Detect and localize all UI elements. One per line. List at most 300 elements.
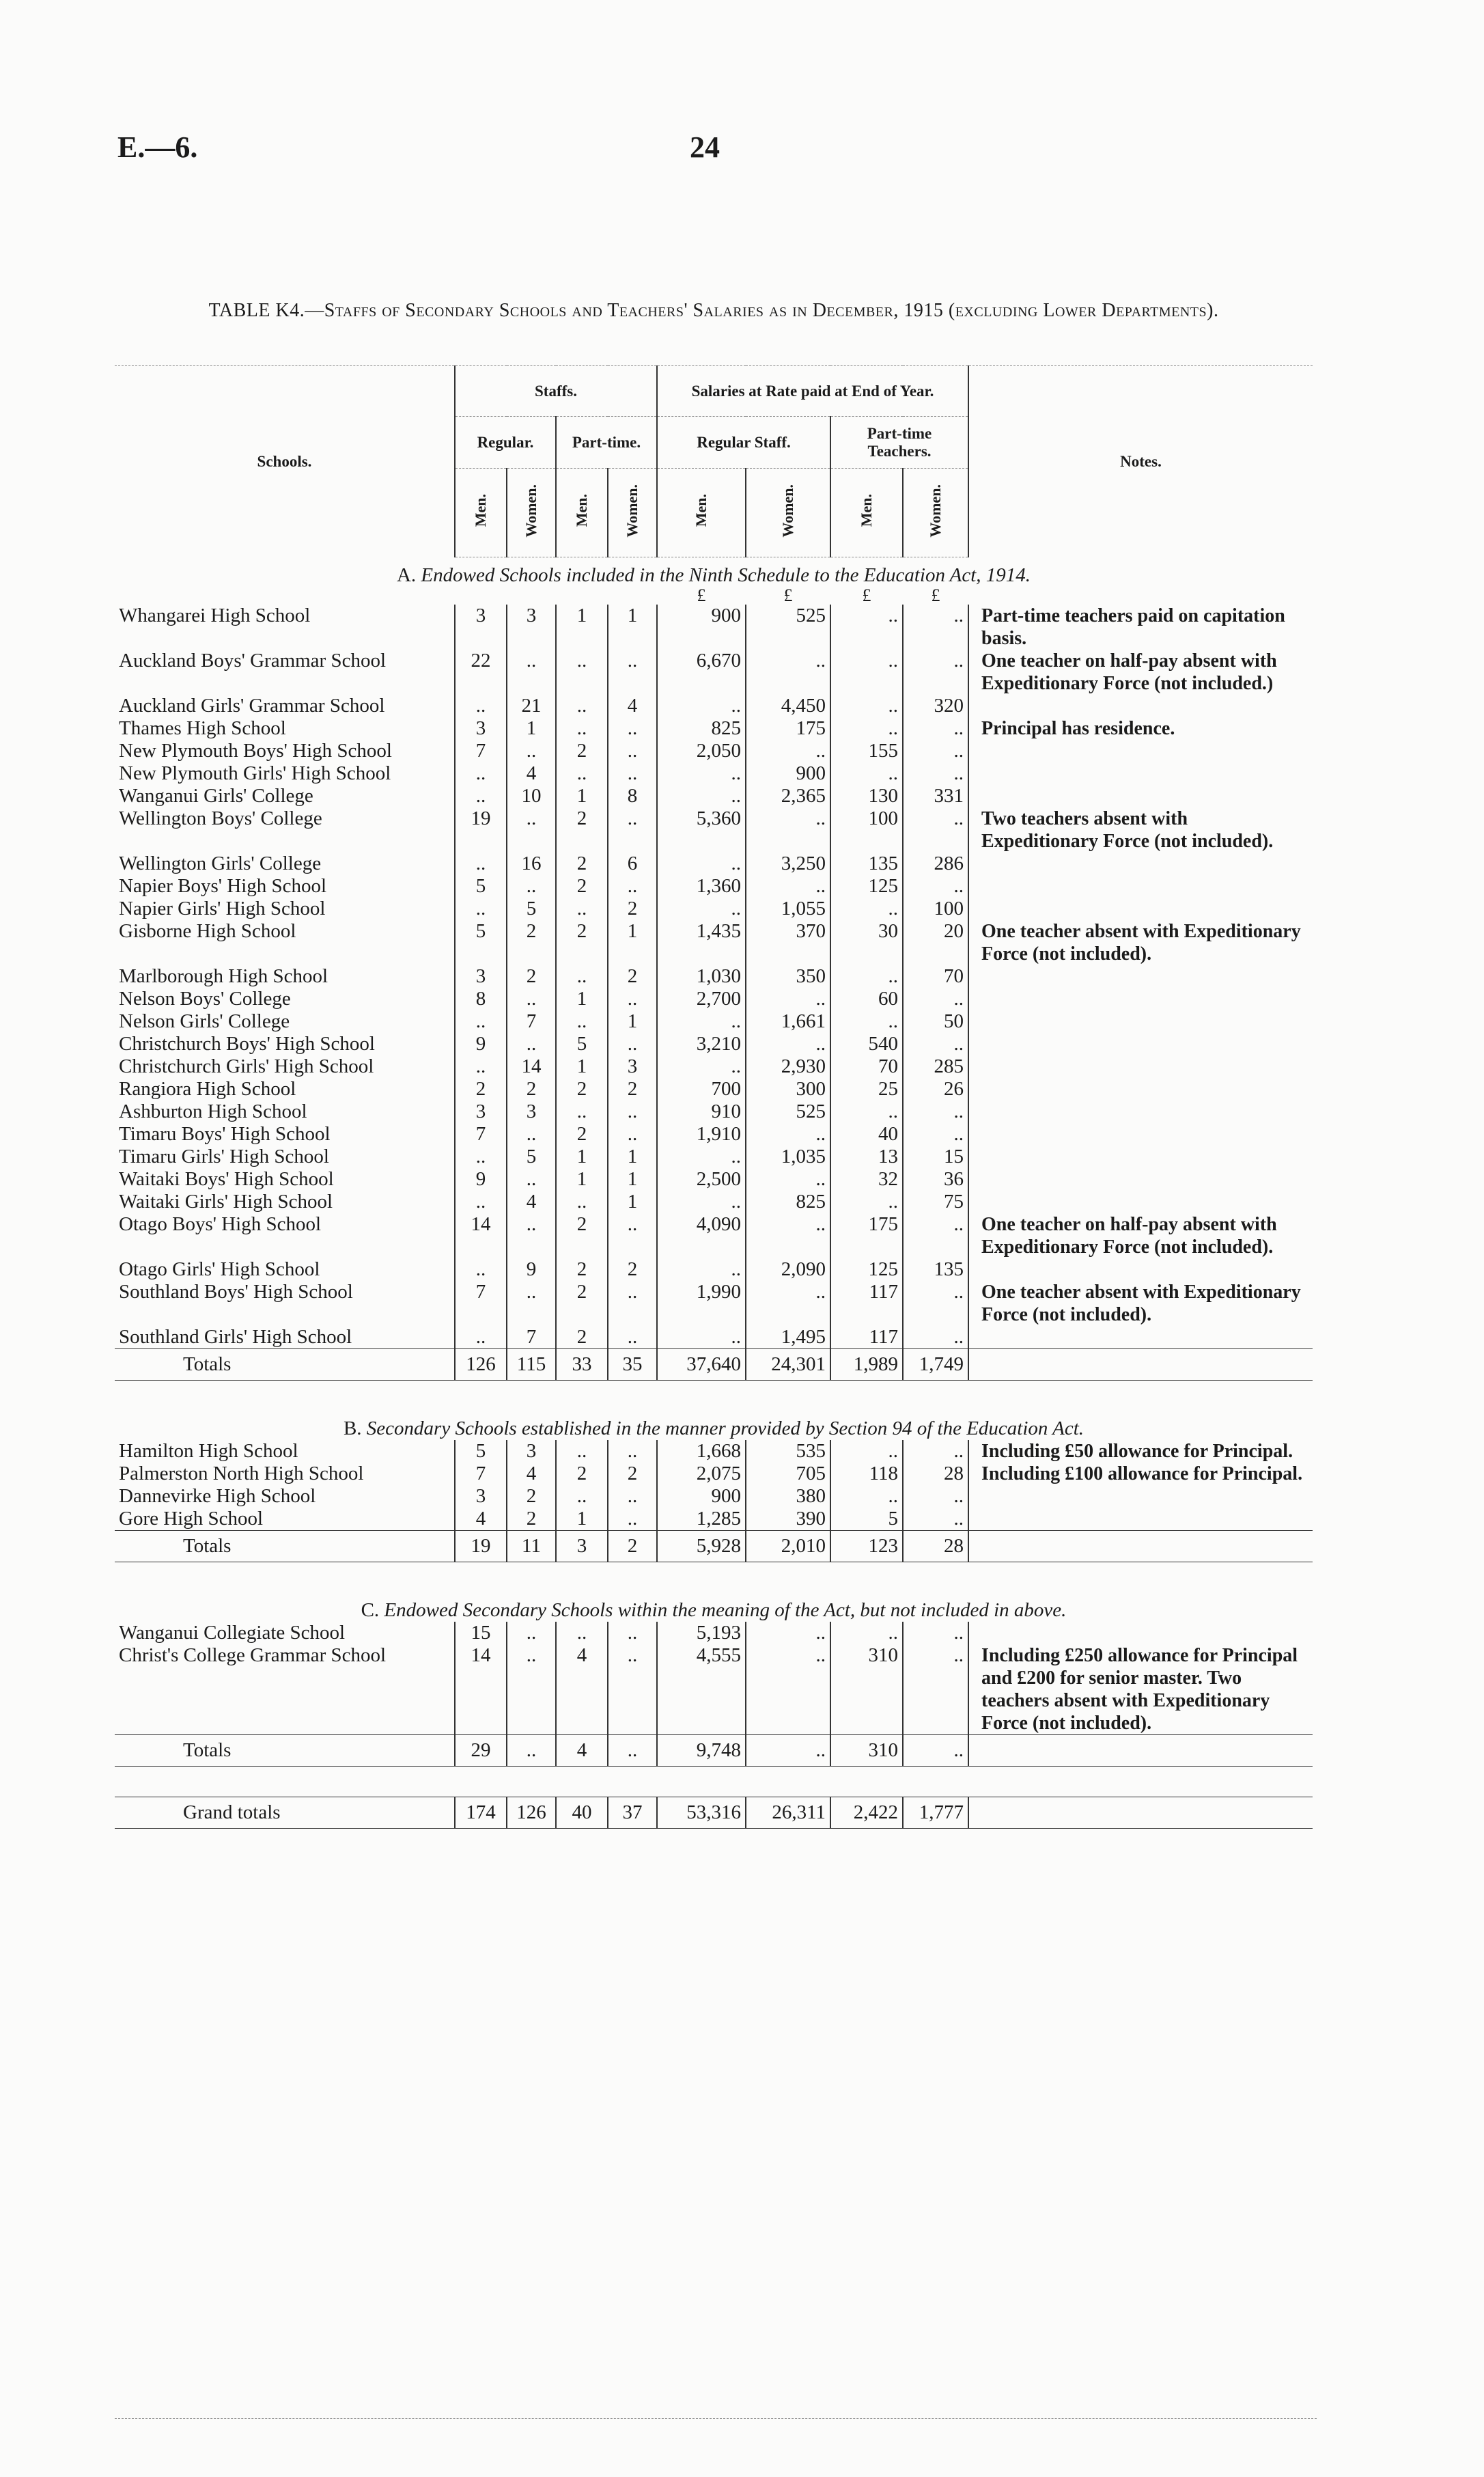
gap-cell [115,1381,1313,1411]
school-name: Christ's College Grammar School [119,1644,387,1666]
section-title [115,557,1313,587]
value-cell: 1 [556,1146,608,1168]
school-name: Auckland Boys' Grammar School [119,650,387,672]
note-cell [968,785,1313,807]
value-cell: .. [556,1622,608,1644]
value-cell: .. [507,807,556,853]
table-row [115,898,1313,920]
value-cell: .. [608,650,657,695]
col-sal-pt-men: Men. [830,469,903,557]
value-cell: 1 [507,717,556,740]
table-row [115,1440,1313,1463]
table-row [115,965,1313,988]
table-row [115,717,1313,740]
value-cell: 118 [830,1463,903,1485]
value-cell: .. [608,1508,657,1531]
value-cell: .. [507,875,556,898]
value-cell: .. [830,695,903,717]
section-letter: A. [396,564,417,586]
value-cell: 19 [455,807,507,853]
totals-row [115,1735,1313,1767]
table-row [115,988,1313,1010]
value-cell: 9 [507,1258,556,1281]
value-cell: .. [556,898,608,920]
note-cell [968,1485,1313,1508]
value-cell: .. [903,1485,968,1508]
value-cell: .. [455,1326,507,1349]
value-cell: 5 [455,875,507,898]
value-cell: .. [903,650,968,695]
value-cell: .. [507,1644,556,1735]
value-cell: 21 [507,695,556,717]
note-cell [968,988,1313,1010]
table-row [115,875,1313,898]
value-cell: 1,285 [657,1508,746,1531]
value-cell: 2,075 [657,1463,746,1485]
value-cell: 2 [507,1508,556,1531]
pound-row [115,587,1313,605]
value-cell: .. [556,965,608,988]
total-cell: 3 [556,1531,608,1562]
value-cell: 1 [608,1168,657,1191]
value-cell: 3 [455,965,507,988]
grand-totals-note [968,1797,1313,1829]
totals-label: Totals [115,1735,455,1767]
table-row [115,1191,1313,1213]
table-row [115,1168,1313,1191]
value-cell: 6,670 [657,650,746,695]
value-cell: .. [903,1213,968,1258]
note-cell [968,1168,1313,1191]
pound-sign: £ [783,587,793,605]
value-cell: 825 [657,717,746,740]
value-cell: .. [608,1622,657,1644]
value-cell: .. [608,1440,657,1463]
note-cell: Including £50 allowance for Principal. [968,1440,1313,1463]
col-notes: Notes. [968,366,1313,557]
section-title [115,1411,1313,1440]
value-cell: 3,250 [746,853,830,875]
value-cell: 2 [556,1326,608,1349]
value-cell: 6 [608,853,657,875]
value-cell: 350 [746,965,830,988]
school-name: Napier Boys' High School [119,875,327,897]
value-cell: 3 [455,717,507,740]
value-cell: .. [903,762,968,785]
school-name: Napier Girls' High School [119,898,326,919]
value-cell: .. [455,1258,507,1281]
value-cell: 5 [830,1508,903,1531]
value-cell: 14 [455,1644,507,1735]
table-row [115,740,1313,762]
value-cell: 4 [507,1191,556,1213]
table-row [115,920,1313,965]
value-cell: 1 [608,1191,657,1213]
value-cell: .. [657,853,746,875]
value-cell: 9 [455,1168,507,1191]
value-cell: 2 [507,965,556,988]
value-cell: 540 [830,1033,903,1055]
value-cell: 2 [556,807,608,853]
value-cell: 2,930 [746,1055,830,1078]
grand-total-cell: 174 [455,1797,507,1829]
note-cell: Principal has residence. [968,717,1313,740]
note-cell [968,1326,1313,1349]
value-cell: 13 [830,1146,903,1168]
note-cell [968,762,1313,785]
value-cell: .. [455,898,507,920]
value-cell: 135 [903,1258,968,1281]
value-cell: .. [507,1622,556,1644]
page-header-code: E.—6. [117,130,198,164]
value-cell: .. [657,1258,746,1281]
school-name: Wanganui Girls' College [119,785,313,807]
school-name: Marlborough High School [119,965,328,987]
table-row [115,605,1313,650]
value-cell: .. [903,1033,968,1055]
value-cell: .. [903,1508,968,1531]
value-cell: 3 [507,1440,556,1463]
value-cell: 5,193 [657,1622,746,1644]
value-cell: .. [455,1191,507,1213]
table-row [115,1326,1313,1349]
col-schools: Schools. [115,366,455,557]
grand-total-cell: 126 [507,1797,556,1829]
section-gap [115,1381,1313,1411]
table-row [115,1055,1313,1078]
value-cell: .. [903,717,968,740]
value-cell: 70 [830,1055,903,1078]
col-reg-men: Men. [455,469,507,557]
value-cell: .. [746,807,830,853]
value-cell: 1,910 [657,1123,746,1146]
total-cell: 1,989 [830,1349,903,1381]
value-cell: 4 [455,1508,507,1531]
value-cell: 1 [608,920,657,965]
value-cell: .. [608,717,657,740]
value-cell: 20 [903,920,968,965]
value-cell: .. [657,1326,746,1349]
total-cell: 9,748 [657,1735,746,1767]
value-cell: 1,035 [746,1146,830,1168]
value-cell: .. [507,1168,556,1191]
section-title-text: Endowed Schools included in the Ninth Schedule to the Education Act, 1914. [421,564,1031,586]
school-name: Timaru Girls' High School [119,1146,329,1167]
note-cell [968,1508,1313,1531]
value-cell: .. [903,1644,968,1735]
value-cell: 7 [455,1463,507,1485]
note-cell [968,1078,1313,1101]
value-cell: 2 [608,898,657,920]
value-cell: 100 [903,898,968,920]
value-cell: .. [903,807,968,853]
value-cell: 7 [455,740,507,762]
value-cell: .. [830,1101,903,1123]
total-cell: .. [746,1735,830,1767]
col-pt-women: Women. [608,469,657,557]
note-cell: One teacher on half-pay absent with Expeditionary Force (not included.) [968,650,1313,695]
section-letter: B. [343,1417,362,1439]
value-cell: 2,700 [657,988,746,1010]
school-name: Gore High School [119,1508,264,1530]
note-cell [968,1191,1313,1213]
value-cell: 1 [556,785,608,807]
school-name: New Plymouth Boys' High School [119,740,392,762]
value-cell: 1 [556,1508,608,1531]
note-cell: Two teachers absent with Expeditionary Force (not included). [968,807,1313,853]
note-cell: Including £100 allowance for Principal. [968,1463,1313,1485]
value-cell: 14 [455,1213,507,1258]
total-cell: 1,749 [903,1349,968,1381]
total-cell: 310 [830,1735,903,1767]
value-cell: .. [507,1123,556,1146]
value-cell: 300 [746,1078,830,1101]
table-row [115,1123,1313,1146]
note-cell [968,965,1313,988]
value-cell: .. [830,898,903,920]
school-name: Southland Girls' High School [119,1326,352,1348]
value-cell: 15 [455,1622,507,1644]
table-row [115,1644,1313,1735]
value-cell: .. [608,1644,657,1735]
value-cell: 117 [830,1326,903,1349]
col-staffs: Staffs. [455,366,657,417]
value-cell: 705 [746,1463,830,1485]
note-cell [968,1055,1313,1078]
value-cell: 5 [507,1146,556,1168]
value-cell: 50 [903,1010,968,1033]
school-name: Wellington Boys' College [119,807,322,829]
value-cell: 7 [507,1326,556,1349]
value-cell: 14 [507,1055,556,1078]
col-sal-reg-men: Men. [657,469,746,557]
value-cell: 75 [903,1191,968,1213]
value-cell: 825 [746,1191,830,1213]
value-cell: .. [830,1485,903,1508]
value-cell: .. [455,762,507,785]
grand-total-cell: 26,311 [746,1797,830,1829]
value-cell: 2 [556,920,608,965]
table-row [115,1213,1313,1258]
grand-total-cell: 2,422 [830,1797,903,1829]
value-cell: .. [657,1191,746,1213]
totals-note [968,1349,1313,1381]
value-cell: 4 [507,762,556,785]
value-cell: 4 [507,1463,556,1485]
value-cell: 320 [903,695,968,717]
section-title-text: Secondary Schools established in the manner provided by Section 94 of the Education Act. [366,1417,1084,1439]
value-cell: 8 [608,785,657,807]
value-cell: 3,210 [657,1033,746,1055]
value-cell: 5,360 [657,807,746,853]
table-row [115,1033,1313,1055]
school-name: Gisborne High School [119,920,296,942]
value-cell: .. [830,1010,903,1033]
table-row [115,1508,1313,1531]
value-cell: 2 [507,920,556,965]
note-cell [968,740,1313,762]
value-cell: .. [608,988,657,1010]
col-part-time: Part-time. [556,417,657,469]
value-cell: 2 [455,1078,507,1101]
value-cell: 2 [608,1078,657,1101]
value-cell: .. [556,717,608,740]
value-cell: .. [746,1281,830,1326]
value-cell: 2 [556,1463,608,1485]
value-cell: .. [903,875,968,898]
value-cell: .. [507,988,556,1010]
school-name: Christchurch Girls' High School [119,1055,374,1077]
value-cell: .. [608,1213,657,1258]
value-cell: .. [608,762,657,785]
value-cell: 1,661 [746,1010,830,1033]
note-cell: Part-time teachers paid on capitation basis. [968,605,1313,650]
school-name: Palmerston North High School [119,1463,364,1484]
table-row [115,785,1313,807]
value-cell: 40 [830,1123,903,1146]
value-cell: .. [455,695,507,717]
value-cell: 175 [830,1213,903,1258]
school-name: Waitaki Girls' High School [119,1191,333,1213]
grand-totals-label: Grand totals [115,1797,455,1829]
total-cell: 4 [556,1735,608,1767]
total-cell: 123 [830,1531,903,1562]
value-cell: 100 [830,807,903,853]
value-cell: 900 [657,1485,746,1508]
value-cell: 130 [830,785,903,807]
table-title-prefix: TABLE K4.— [208,300,324,321]
value-cell: .. [657,762,746,785]
table-row [115,1622,1313,1644]
value-cell: .. [556,1191,608,1213]
value-cell: 3 [507,605,556,650]
table-row [115,1281,1313,1326]
value-cell: .. [608,875,657,898]
value-cell: 2 [556,853,608,875]
value-cell: 125 [830,875,903,898]
value-cell: .. [657,695,746,717]
section-letter: C. [361,1599,380,1621]
col-salaries: Salaries at Rate paid at End of Year. [657,366,968,417]
value-cell: 286 [903,853,968,875]
gap-cell [115,1767,1313,1797]
value-cell: 4,555 [657,1644,746,1735]
pound-spacer [115,587,455,605]
school-name: Nelson Boys' College [119,988,291,1010]
school-name: Otago Boys' High School [119,1213,322,1235]
table-row [115,650,1313,695]
table-row [115,1010,1313,1033]
value-cell: .. [746,1213,830,1258]
value-cell: 1 [556,988,608,1010]
section-title-text: Endowed Secondary Schools within the meaning of the Act, but not included in above. [384,1599,1067,1621]
value-cell: 1 [556,1168,608,1191]
pound-spacer [455,587,507,605]
school-name: Thames High School [119,717,286,739]
note-cell [968,1033,1313,1055]
section-title-row [115,557,1313,587]
pound-spacer [507,587,556,605]
note-cell [968,853,1313,875]
value-cell: 2 [556,1258,608,1281]
value-cell: 26 [903,1078,968,1101]
value-cell: 380 [746,1485,830,1508]
value-cell: .. [903,605,968,650]
value-cell: .. [507,1033,556,1055]
value-cell: .. [556,1010,608,1033]
value-cell: 1,495 [746,1326,830,1349]
table-title [120,299,1308,322]
value-cell: .. [608,807,657,853]
value-cell: 525 [746,605,830,650]
value-cell: .. [746,1622,830,1644]
value-cell: 370 [746,920,830,965]
value-cell: .. [903,1622,968,1644]
value-cell: .. [608,1281,657,1326]
school-name: Hamilton High School [119,1440,298,1462]
value-cell: .. [657,1146,746,1168]
value-cell: .. [657,898,746,920]
school-name: Ashburton High School [119,1101,307,1122]
totals-row [115,1349,1313,1381]
pound-sign: £ [931,587,940,605]
value-cell: .. [830,650,903,695]
col-part-time-teachers: Part-time Teachers. [830,417,968,469]
value-cell: .. [556,1485,608,1508]
value-cell: 1,360 [657,875,746,898]
value-cell: 910 [657,1101,746,1123]
value-cell: 22 [455,650,507,695]
value-cell: .. [830,965,903,988]
value-cell: .. [556,762,608,785]
value-cell: .. [746,650,830,695]
value-cell: .. [455,853,507,875]
total-cell: 35 [608,1349,657,1381]
note-cell [968,1146,1313,1168]
value-cell: 2,050 [657,740,746,762]
value-cell: .. [507,1213,556,1258]
value-cell: 2 [608,1258,657,1281]
col-reg-women: Women. [507,469,556,557]
value-cell: 4,450 [746,695,830,717]
section-title-row [115,1592,1313,1622]
value-cell: .. [903,1440,968,1463]
total-cell: 33 [556,1349,608,1381]
value-cell: 1,435 [657,920,746,965]
total-cell: 28 [903,1531,968,1562]
value-cell: 1 [608,1146,657,1168]
school-name: Christchurch Boys' High School [119,1033,375,1055]
value-cell: 5 [455,920,507,965]
value-cell: 2 [507,1078,556,1101]
value-cell: 8 [455,988,507,1010]
total-cell: 11 [507,1531,556,1562]
value-cell: 310 [830,1644,903,1735]
section-gap [115,1767,1313,1797]
pound-spacer [968,587,1313,605]
section-gap [115,1562,1313,1593]
note-cell: One teacher absent with Expeditionary Force (not included). [968,1281,1313,1326]
grand-total-cell: 40 [556,1797,608,1829]
value-cell: 1 [556,605,608,650]
value-cell: .. [746,875,830,898]
value-cell: 4 [556,1644,608,1735]
school-name: Southland Boys' High School [119,1281,353,1303]
value-cell: .. [608,1123,657,1146]
totals-label: Totals [115,1349,455,1381]
totals-row [115,1531,1313,1562]
value-cell: 700 [657,1078,746,1101]
